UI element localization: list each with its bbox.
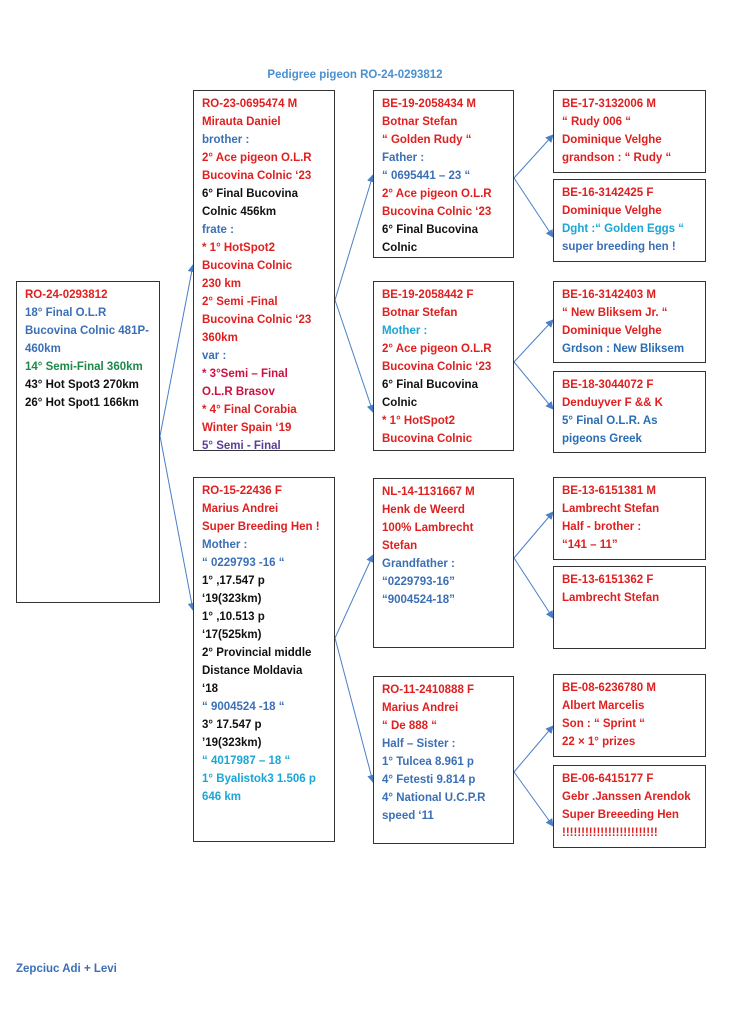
sire-dam-dam-box bbox=[553, 371, 706, 453]
pedigree-line: 360km bbox=[202, 332, 238, 344]
arrow-sire-sd bbox=[335, 300, 373, 412]
pedigree-line: 4° Fetesti 9.814 p bbox=[382, 774, 476, 786]
pedigree-line: Father : bbox=[382, 152, 425, 164]
sire-dam-box bbox=[373, 281, 514, 451]
sire-sire-sire-box bbox=[553, 90, 706, 173]
pedigree-line: 1° ,17.547 p bbox=[202, 575, 265, 587]
arrow-dd-dds bbox=[514, 726, 553, 772]
pedigree-line: * 4° Final Corabia bbox=[202, 404, 297, 416]
pedigree-line: 2° Ace pigeon O.L.R bbox=[382, 343, 492, 355]
arrow-ds-dss bbox=[514, 512, 553, 558]
pedigree-line: “ Golden Rudy “ bbox=[382, 134, 472, 146]
pedigree-line: “ De 888 “ bbox=[382, 720, 437, 732]
pedigree-line: RO-23-0695474 M bbox=[202, 98, 298, 110]
pedigree-line: O.L.R Brasov bbox=[202, 386, 275, 398]
pedigree-line: Colnic bbox=[382, 397, 418, 409]
pedigree-line: Bucovina Colnic 481P- bbox=[25, 325, 149, 337]
pedigree-line: Super Breeeding Hen bbox=[562, 809, 679, 821]
pedigree-line: Half – Sister : bbox=[382, 738, 456, 750]
pedigree-line: ‘17(525km) bbox=[202, 629, 262, 641]
pedigree-line: Bucovina Colnic ‘23 bbox=[202, 314, 312, 326]
pedigree-line: * 1° HotSpot2 bbox=[382, 415, 455, 427]
pedigree-line: 2° Ace pigeon O.L.R bbox=[382, 188, 492, 200]
pedigree-line: BE-19-2058434 M bbox=[382, 98, 476, 110]
pedigree-line: grandson : “ Rudy “ bbox=[562, 152, 672, 164]
pedigree-line: frate : bbox=[202, 224, 234, 236]
pedigree-line: BE-19-2058442 F bbox=[382, 289, 474, 301]
pedigree-line: 6° Final Bucovina bbox=[382, 224, 478, 236]
pedigree-line: 3° 17.547 p bbox=[202, 719, 262, 731]
pedigree-line: Bucovina Colnic ‘23 bbox=[382, 361, 492, 373]
arrow-dd-ddd bbox=[514, 772, 553, 826]
pedigree-line: “9004524-18” bbox=[382, 594, 455, 606]
pedigree-line: Henk de Weerd bbox=[382, 504, 465, 516]
dam-sire-dam-box bbox=[553, 566, 706, 649]
dam-dam-dam-box bbox=[553, 765, 706, 848]
arrow-ss-sss bbox=[514, 135, 553, 178]
pedigree-line: Grdson : New Bliksem bbox=[562, 343, 685, 355]
pedigree-line: speed ‘11 bbox=[382, 810, 434, 822]
sire-sire-dam-box bbox=[553, 179, 706, 262]
pedigree-line: RO-24-0293812 bbox=[25, 289, 108, 301]
pedigree-line: Distance Moldavia bbox=[202, 665, 303, 677]
pedigree-line: ‘19(323km) bbox=[202, 593, 262, 605]
pedigree-line: BE-13-6151381 M bbox=[562, 485, 656, 497]
pedigree-line: NL-14-1131667 M bbox=[382, 486, 475, 498]
pedigree-line: * 1° HotSpot2 bbox=[202, 242, 275, 254]
arrow-dam-dd bbox=[335, 638, 373, 782]
sire-box bbox=[193, 90, 335, 451]
pedigree-line: RO-15-22436 F bbox=[202, 485, 282, 497]
pedigree-line: Gebr .Janssen Arendok bbox=[562, 791, 691, 803]
arrow-dam-ds bbox=[335, 555, 373, 638]
pedigree-line: Bucovina Colnic ‘23 bbox=[382, 206, 492, 218]
pedigree-line: “ Rudy 006 “ bbox=[562, 116, 632, 128]
pedigree-line: Marius Andrei bbox=[382, 702, 459, 714]
pedigree-line: BE-06-6415177 F bbox=[562, 773, 654, 785]
pedigree-line: Lambrecht Stefan bbox=[562, 503, 660, 515]
sire-sire-box bbox=[373, 90, 514, 258]
pedigree-line: Mother : bbox=[202, 539, 248, 551]
pedigree-line: 22 × 1° prizes bbox=[562, 736, 636, 748]
pedigree-line: BE-13-6151362 F bbox=[562, 574, 654, 586]
dam-dam-sire-box bbox=[553, 674, 706, 757]
pedigree-line: BE-08-6236780 M bbox=[562, 682, 656, 694]
pedigree-title: Pedigree pigeon RO-24-0293812 bbox=[267, 69, 443, 81]
pedigree-line: 43° Hot Spot3 270km bbox=[25, 379, 139, 391]
arrow-sire-ss bbox=[335, 175, 373, 300]
arrow-ds-dsd bbox=[514, 558, 553, 618]
pedigree-line: 14° Semi-Final 360km bbox=[25, 361, 143, 373]
pedigree-line: Bucovina Colnic bbox=[202, 260, 293, 272]
pedigree-line: Stefan bbox=[382, 540, 418, 552]
pedigree-line: 4° National U.C.P.R bbox=[382, 792, 486, 804]
pedigree-line: Albert Marcelis bbox=[562, 700, 645, 712]
pedigree-line: Grandfather : bbox=[382, 558, 455, 570]
arrow-ss-ssd bbox=[514, 178, 553, 237]
pedigree-line: 460km bbox=[25, 343, 61, 355]
pedigree-line: BE-16-3142425 F bbox=[562, 187, 654, 199]
pedigree-line: 1° ,10.513 p bbox=[202, 611, 265, 623]
pedigree-line: Son : “ Sprint “ bbox=[562, 718, 646, 730]
pedigree-line: 5° Semi - Final bbox=[202, 440, 281, 452]
pedigree-line: Lambrecht Stefan bbox=[562, 592, 660, 604]
arrow-subject-dam bbox=[160, 436, 193, 610]
pedigree-line: Colnic bbox=[382, 242, 418, 254]
pedigree-line: Dominique Velghe bbox=[562, 205, 662, 217]
pedigree-line: Mother : bbox=[382, 325, 428, 337]
pedigree-line: 26° Hot Spot1 166km bbox=[25, 397, 139, 409]
pedigree-line: Super Breeding Hen ! bbox=[202, 521, 320, 533]
pedigree-line: 2° Semi -Final bbox=[202, 296, 278, 308]
pedigree-line: ‘18 bbox=[202, 683, 218, 695]
pedigree-line: RO-11-2410888 F bbox=[382, 684, 475, 696]
pedigree-line: 230 km bbox=[202, 278, 242, 290]
arrow-sd-sdd bbox=[514, 362, 553, 409]
dam-sire-box bbox=[373, 478, 514, 648]
subject-pigeon-box bbox=[16, 281, 160, 603]
pedigree-line: BE-18-3044072 F bbox=[562, 379, 654, 391]
pedigree-line: Dominique Velghe bbox=[562, 134, 662, 146]
pedigree-line: “141 – 11” bbox=[562, 539, 618, 551]
pedigree-line: 6° Final Bucovina bbox=[382, 379, 478, 391]
pedigree-line: Half - brother : bbox=[562, 521, 642, 533]
pedigree-line: 6° Final Bucovina bbox=[202, 188, 298, 200]
pedigree-line: “ New Bliksem Jr. “ bbox=[562, 307, 668, 319]
pedigree-line: 1° Byalistok3 1.506 p bbox=[202, 773, 316, 785]
pedigree-line: super breeding hen ! bbox=[562, 241, 676, 253]
pedigree-line: !!!!!!!!!!!!!!!!!!!!!!!!! bbox=[562, 827, 658, 839]
pedigree-line: pigeons Greek bbox=[562, 433, 642, 445]
dam-box bbox=[193, 477, 335, 842]
pedigree-line: 18° Final O.L.R bbox=[25, 307, 107, 319]
pedigree-line: var : bbox=[202, 350, 227, 362]
sire-dam-sire-box bbox=[553, 281, 706, 363]
pedigree-line: Bucovina Colnic ‘23 bbox=[202, 170, 312, 182]
pedigree-line: “ 0695441 – 23 “ bbox=[382, 170, 471, 182]
pedigree-line: 2° Provincial middle bbox=[202, 647, 312, 659]
pedigree-line: Mirauta Daniel bbox=[202, 116, 281, 128]
pedigree-line: Colnic 456km bbox=[202, 206, 277, 218]
pedigree-line: 100% Lambrecht bbox=[382, 522, 474, 534]
pedigree-line: ’19(323km) bbox=[202, 737, 262, 749]
pedigree-line: Dght :“ Golden Eggs “ bbox=[562, 223, 685, 235]
pedigree-line: Winter Spain ‘19 bbox=[202, 422, 292, 434]
pedigree-line: Botnar Stefan bbox=[382, 307, 458, 319]
pedigree-line: * 3°Semi – Final bbox=[202, 368, 288, 380]
arrow-sd-sds bbox=[514, 320, 553, 362]
pedigree-line: Bucovina Colnic bbox=[382, 433, 473, 445]
pedigree-line: 1° Tulcea 8.961 p bbox=[382, 756, 474, 768]
dam-dam-box bbox=[373, 676, 514, 844]
pedigree-line: brother : bbox=[202, 134, 250, 146]
pedigree-line: “0229793-16” bbox=[382, 576, 455, 588]
pedigree-line: “ 9004524 -18 “ bbox=[202, 701, 285, 713]
pedigree-line: Botnar Stefan bbox=[382, 116, 458, 128]
pedigree-line: 2° Ace pigeon O.L.R bbox=[202, 152, 312, 164]
footer-credit: Zepciuc Adi + Levi bbox=[16, 963, 117, 975]
pedigree-line: “ 0229793 -16 “ bbox=[202, 557, 285, 569]
pedigree-line: Dominique Velghe bbox=[562, 325, 662, 337]
pedigree-line: 646 km bbox=[202, 791, 242, 803]
pedigree-line: Marius Andrei bbox=[202, 503, 279, 515]
dam-sire-sire-box bbox=[553, 477, 706, 560]
pedigree-line: “ 4017987 – 18 “ bbox=[202, 755, 291, 767]
pedigree-line: 5° Final O.L.R. As bbox=[562, 415, 658, 427]
arrow-subject-sire bbox=[160, 265, 193, 436]
pedigree-line: Denduyver F && K bbox=[562, 397, 663, 409]
pedigree-line: BE-17-3132006 M bbox=[562, 98, 656, 110]
pedigree-line: BE-16-3142403 M bbox=[562, 289, 656, 301]
